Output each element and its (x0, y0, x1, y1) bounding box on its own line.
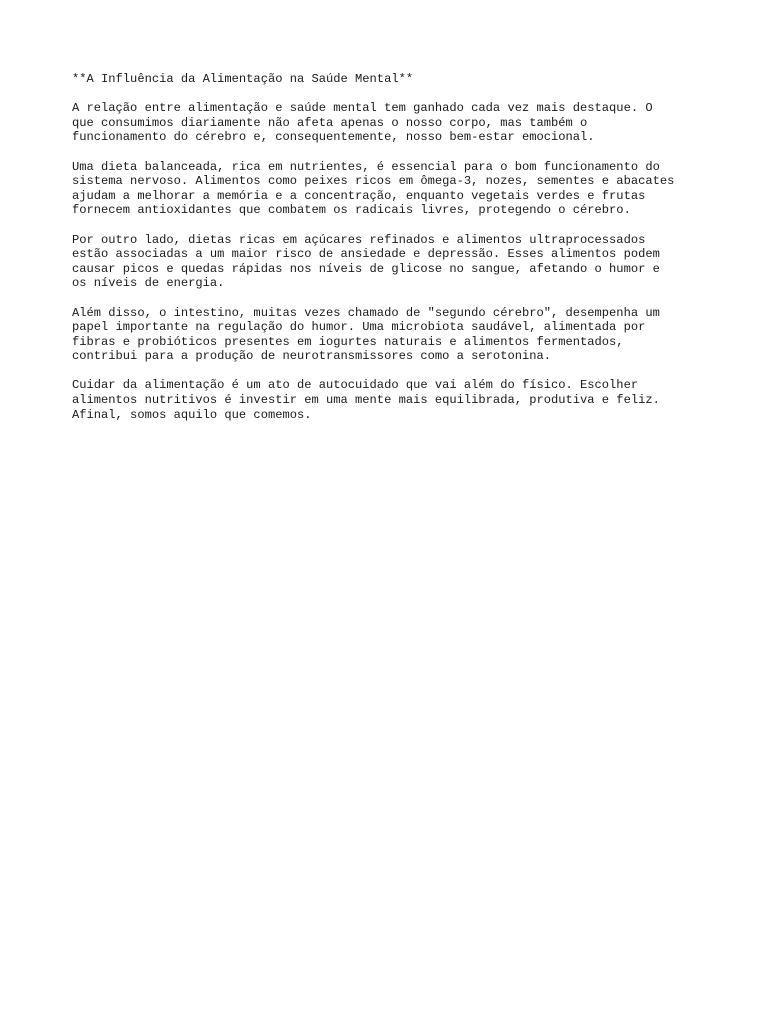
paragraph-3: Por outro lado, dietas ricas em açúcares refinados e alimentos ultraprocessados estão associadas a um maior risco de ansiedade e depressão. Esses alimentos podem causar picos e quedas rápidas nos níveis de glicose no sangue, afetando o humor e os níveis de energia. (72, 232, 660, 291)
paragraph-4: Além disso, o intestino, muitas vezes chamado de "segundo cérebro", desempenha um papel importante na regulação do humor. Uma microbiota saudável, alimentada por fibras e probióticos presentes em iogurtes naturais e alimentos fermentados, contribui para a produção de neurotransmissores como a serotonina. (72, 305, 660, 364)
paragraph-1: A relação entre alimentação e saúde mental tem ganhado cada vez mais destaque. O que consumimos diariamente não afeta apenas o nosso corpo, mas também o funcionamento do cérebro e, consequentemente, nosso bem-estar emocional. (72, 101, 653, 145)
paragraph-5: Cuidar da alimentação é um ato de autocuidado que vai além do físico. Escolher alimentos nutritivos é investir em uma mente mais equilibrada, produtiva e feliz. Afinal, somos aquilo que comemos. (72, 378, 660, 422)
paragraph-2: Uma dieta balanceada, rica em nutrientes, é essencial para o bom funcionamento do sistema nervoso. Alimentos como peixes ricos em ômega-3, nozes, sementes e abacates ajudam a melhorar a memória e a concentração, enquanto vegetais verdes e frutas fornecem antioxidantes que combatem os radicais livres, protegendo o cérebro. (72, 159, 675, 218)
document-title: **A Influência da Alimentação na Saúde Mental** (72, 72, 414, 86)
document-body (72, 72, 712, 437)
